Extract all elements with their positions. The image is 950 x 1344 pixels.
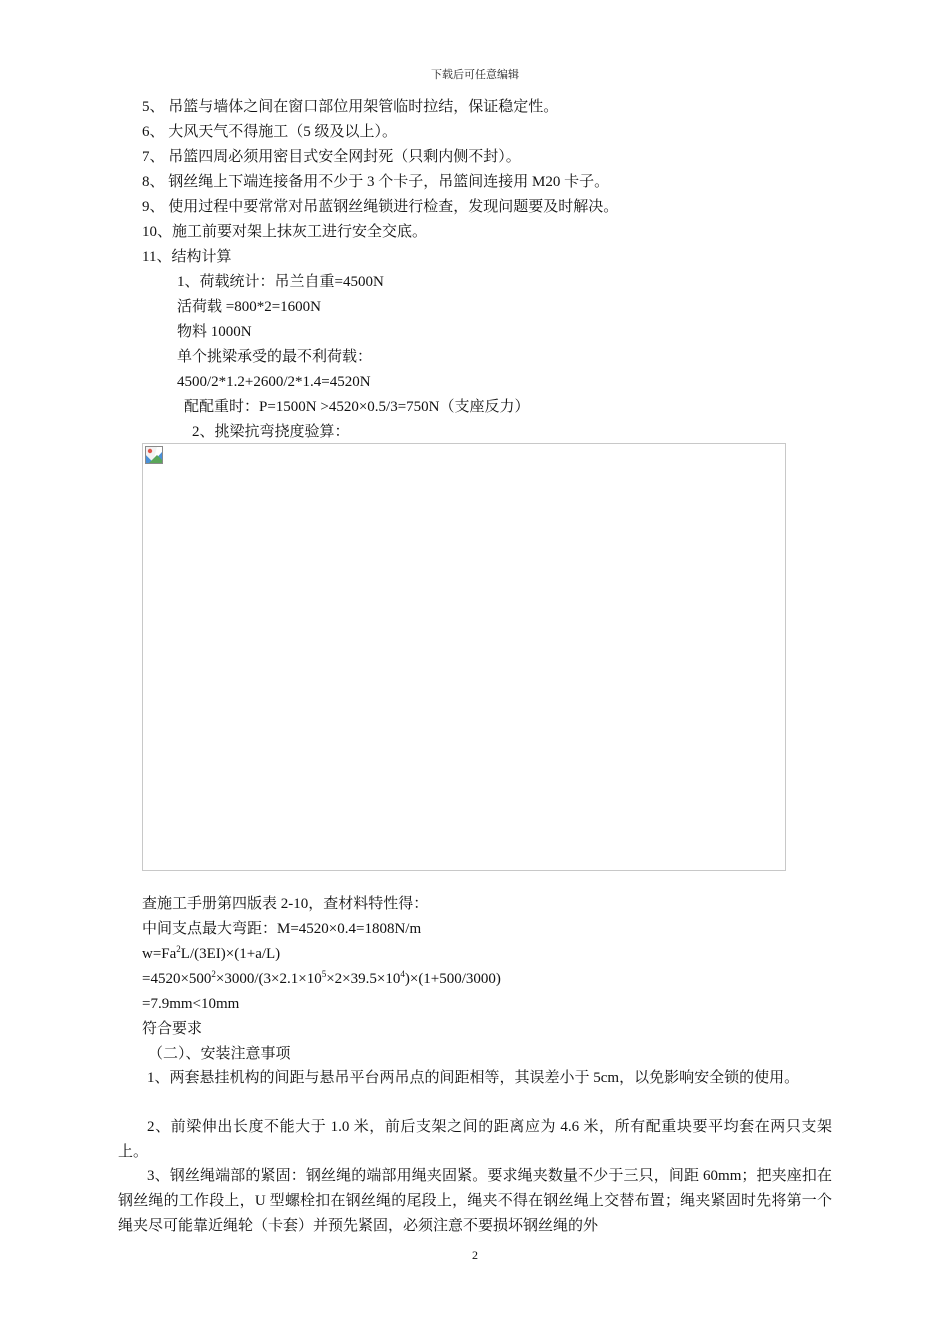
note-5: 5、 吊篮与墙体之间在窗口部位用架管临时拉结，保证稳定性。 <box>142 99 559 115</box>
note-9: 9、 使用过程中要常常对吊蓝钢丝绳锁进行检查，发现问题要及时解决。 <box>142 199 619 215</box>
install-section-title: （二）、安装注意事项 <box>148 1046 291 1062</box>
load-stats: 1、荷载统计：吊兰自重=4500N <box>177 274 384 290</box>
deflection-result: =7.9mm<10mm <box>142 996 240 1012</box>
live-load: 活荷载 =800*2=1600N <box>177 299 322 315</box>
deflection-formula: $w=Fa^2L/(3EI)\times(1+a/L)$ <box>142 944 281 962</box>
note-8: 8、 钢丝绳上下端连接备用不少于 3 个卡子，吊篮间连接用 M20 卡子。 <box>142 174 610 190</box>
note-10: 10、施工前要对架上抹灰工进行安全交底。 <box>142 224 428 240</box>
note-11: 11、结构计算 <box>142 249 232 265</box>
broken-image-icon <box>145 446 163 464</box>
worst-load-expr: 4500/2*1.2+2600/2*1.4=4520N <box>177 374 371 390</box>
counterweight-line: 配配重时：P=1500N >4520×0.5/3=750N（支座反力） <box>184 399 530 415</box>
material-load: 物料 1000N <box>177 324 252 340</box>
handbook-reference: 查施工手册第四版表 2-10，查材料特性得： <box>142 896 429 912</box>
install-item-1: 1、两套悬挂机构的间距与悬吊平台两吊点的间距相等，其误差小于 5cm，以免影响安全锁的使用。 <box>147 1070 800 1086</box>
max-moment: 中间支点最大弯距：M=4520×0.4=1808N/m <box>142 921 422 937</box>
install-item-3: 3、钢丝绳端部的紧固：钢丝绳的端部用绳夹固紧。要求绳夹数量不少于三只，间距 60mm；把夹座扣在钢丝绳的工作段上，U 型螺栓扣在钢丝绳的尾段上，绳夹不得在钢丝绳上交替布置；绳夹紧固时先将第一个绳夹尽可能靠近绳轮（卡套）并预先紧固，必须注意不要损坏钢丝绳的外 <box>118 1168 832 1234</box>
install-item-2: 2、前梁伸出长度不能大于 1.0 米，前后支架之间的距离应为 4.6 米，所有配重块要平均套在两只支架上。 <box>118 1119 832 1160</box>
deflection-values: $=4520\times 500^2\times 3000/(3\times 2.1\times 10^5\times 2\times 39.5\times 10^4)\times(1+500/3000)$ <box>142 969 501 987</box>
page-number: 2 <box>472 1248 478 1262</box>
beam-figure-placeholder <box>142 443 786 871</box>
worst-load-title: 单个挑梁承受的最不利荷载： <box>177 349 373 365</box>
page-header: 下载后可任意编辑 <box>431 69 519 81</box>
bending-check-title: 2、挑梁抗弯挠度验算： <box>192 424 350 440</box>
note-7: 7、 吊篮四周必须用密目式安全网封死（只剩内侧不封）。 <box>142 149 521 165</box>
conclusion: 符合要求 <box>142 1021 203 1037</box>
note-6: 6、 大风天气不得施工（5 级及以上）。 <box>142 124 398 140</box>
